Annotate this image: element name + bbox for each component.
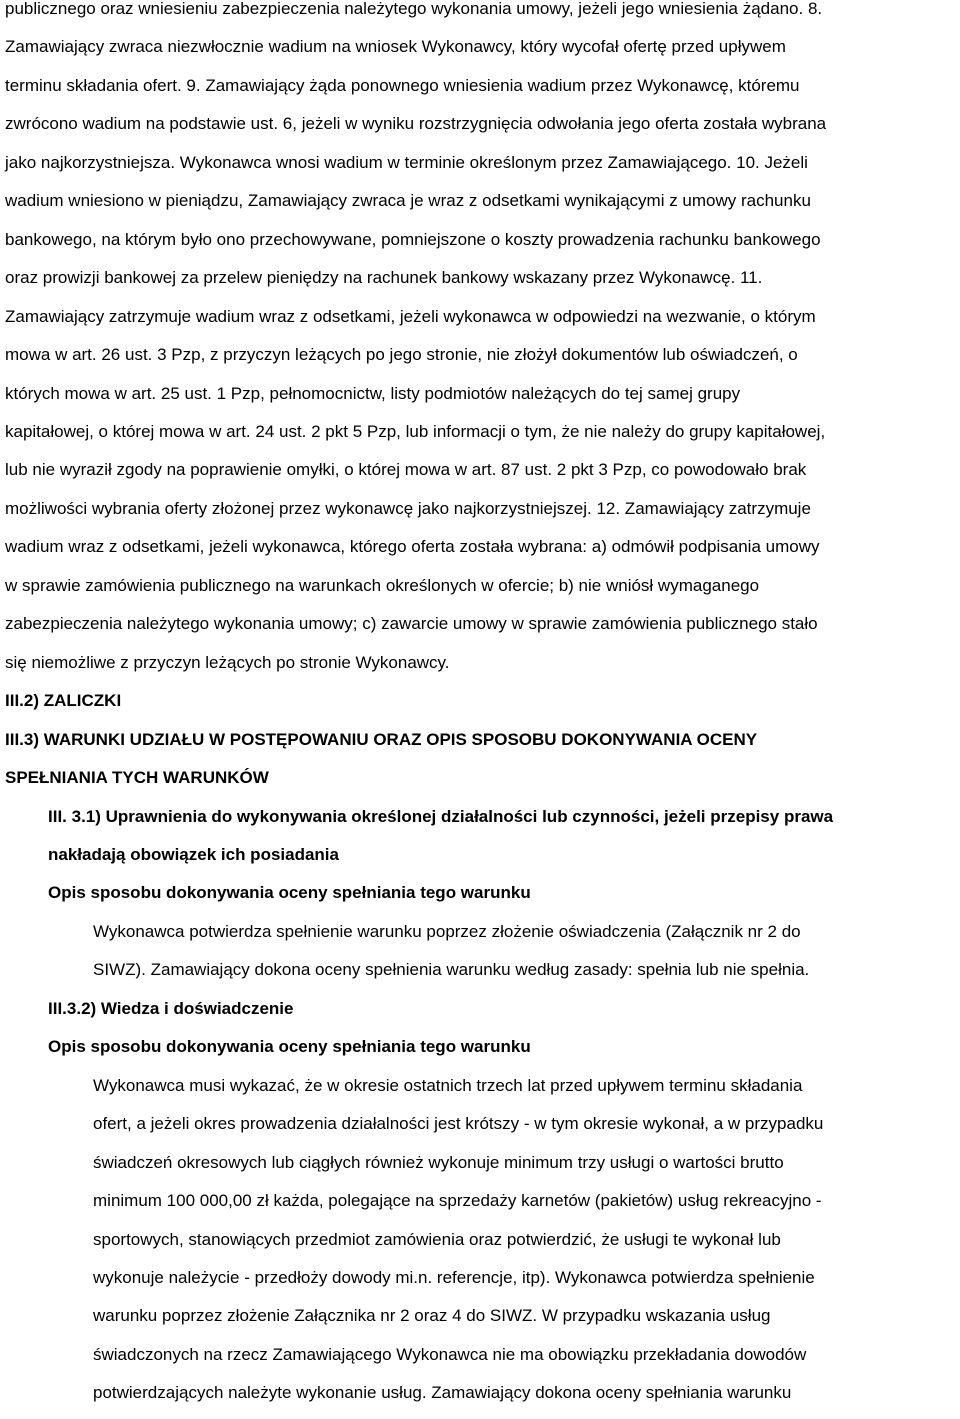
text-line: się niemożliwe z przyczyn leżących po stronie Wykonawcy. xyxy=(5,652,450,672)
heading-text: III.3) WARUNKI UDZIAŁU W POSTĘPOWANIU ORAZ OPIS SPOSOBU DOKONYWANIA OCENY xyxy=(5,729,758,749)
opis-label-3-2 xyxy=(0,1028,958,1066)
text-line: minimum 100 000,00 zł każda, polegające na sprzedaży karnetów (pakietów) usług rekreacyjno - xyxy=(93,1191,822,1211)
heading-text: III.2) ZALICZKI xyxy=(5,691,122,711)
subsection-body-3-2 xyxy=(0,1067,928,1413)
opis-label-text: Opis sposobu dokonywania oceny spełniania tego warunku xyxy=(48,883,531,903)
text-line: mowa w art. 26 ust. 3 Pzp, z przyczyn leżących po jego stronie, nie złożył dokumentów lub oświadczeń, o xyxy=(5,345,798,365)
text-line: w sprawie zamówienia publicznego na warunkach określonych w ofercie; b) nie wniósł wymaganego xyxy=(5,575,760,595)
heading-text: SPEŁNIANIA TYCH WARUNKÓW xyxy=(5,768,269,788)
text-line: SIWZ). Zamawiający dokona oceny spełnienia warunku według zasady: spełnia lub nie spełnia. xyxy=(93,960,810,980)
text-line: zabezpieczenia należytego wykonania umowy; c) zawarcie umowy w sprawie zamówienia publicznego stało xyxy=(5,614,818,634)
text-line: których mowa w art. 25 ust. 1 Pzp, pełnomocnictw, listy podmiotów należących do tej samej grupy xyxy=(5,383,741,403)
opis-label-text: Opis sposobu dokonywania oceny spełniania tego warunku xyxy=(48,1037,531,1057)
section-heading-warunki xyxy=(0,721,960,798)
text-line: Zamawiający zwraca niezwłocznie wadium na wniosek Wykonawcy, który wycofał ofertę przed upływem xyxy=(5,37,786,57)
text-line: bankowego, na którym było ono przechowywane, pomniejszone o koszty prowadzenia rachunku bankowego xyxy=(5,229,821,249)
text-line: sportowych, stanowiących przedmiot zamówienia oraz potwierdzić, że usługi te wykonał lub xyxy=(93,1229,781,1249)
subsection-title-line: III. 3.1) Uprawnienia do wykonywania określonej działalności lub czynności, jeżeli przepisy prawa xyxy=(48,806,834,826)
text-line: Zamawiający zatrzymuje wadium wraz z odsetkami, jeżeli wykonawca w odpowiedzi na wezwanie, o którym xyxy=(5,306,816,326)
text-line: zwrócono wadium na podstawie ust. 6, jeżeli w wyniku rozstrzygnięcia odwołania jego oferta została wybrana xyxy=(5,114,827,134)
text-line: wadium wraz z odsetkami, jeżeli wykonawca, którego oferta została wybrana: a) odmówił podpisania umowy xyxy=(5,537,820,557)
paragraph-wadium xyxy=(0,0,955,682)
text-line: oraz prowizji bankowej za przelew pieniędzy na rachunek bankowy wskazany przez Wykonawcę. 11. xyxy=(5,268,763,288)
text-line: jako najkorzystniejsza. Wykonawca wnosi wadium w terminie określonym przez Zamawiającego. 10. Jeżeli xyxy=(5,152,808,172)
subsection-title-3-2 xyxy=(0,990,958,1028)
text-line: potwierdzających należyte wykonanie usług. Zamawiający dokona oceny spełniania warunku xyxy=(93,1383,792,1403)
text-line: świadczonych na rzecz Zamawiającego Wykonawca nie ma obowiązku przekładania dowodów xyxy=(93,1344,807,1364)
text-line: możliwości wybrania oferty złożonej przez wykonawcę jako najkorzystniejszej. 12. Zamawiający zatrzymuje xyxy=(5,498,811,518)
subsection-body-3-1 xyxy=(0,913,928,990)
text-line: kapitałowej, o której mowa w art. 24 ust. 2 pkt 5 Pzp, lub informacji o tym, że nie należy do grupy kapitałowej, xyxy=(5,421,826,441)
text-line: terminu składania ofert. 9. Zamawiający żąda ponownego wniesienia wadium przez Wykonawcę, któremu xyxy=(5,75,800,95)
text-line: wadium wniesiono w pieniądzu, Zamawiający zwraca je wraz z odsetkami wynikającymi z umowy rachunku xyxy=(5,191,811,211)
text-line: Wykonawca potwierdza spełnienie warunku poprzez złożenie oświadczenia (Załącznik nr 2 do xyxy=(93,921,801,941)
text-line: świadczeń okresowych lub ciągłych również wykonuje minimum trzy usługi o wartości brutto xyxy=(93,1152,784,1172)
opis-label-3-1 xyxy=(0,874,958,912)
section-heading-zaliczki xyxy=(0,682,960,720)
text-line: Wykonawca musi wykazać, że w okresie ostatnich trzech lat przed upływem terminu składania xyxy=(93,1075,803,1095)
text-line: publicznego oraz wniesieniu zabezpieczenia należytego wykonania umowy, jeżeli jego wniesienia żądano. 8. xyxy=(5,0,823,18)
text-line: lub nie wyraził zgody na poprawienie omyłki, o której mowa w art. 87 ust. 2 pkt 3 Pzp, co powodowało brak xyxy=(5,460,807,480)
text-line: ofert, a jeżeli okres prowadzenia działalności jest krótszy - w tym okresie wykonał, a w przypadku xyxy=(93,1114,824,1134)
subsection-title-line: nakładają obowiązek ich posiadania xyxy=(48,844,339,864)
subsection-title-3-1 xyxy=(0,798,958,875)
subsection-title-line: III.3.2) Wiedza i doświadczenie xyxy=(48,998,294,1018)
text-line: wykonuje należycie - przedłoży dowody mi.n. referencje, itp). Wykonawca potwierdza spełnienie xyxy=(93,1267,815,1287)
text-line: warunku poprzez złożenie Załącznika nr 2 oraz 4 do SIWZ. W przypadku wskazania usług xyxy=(93,1306,771,1326)
